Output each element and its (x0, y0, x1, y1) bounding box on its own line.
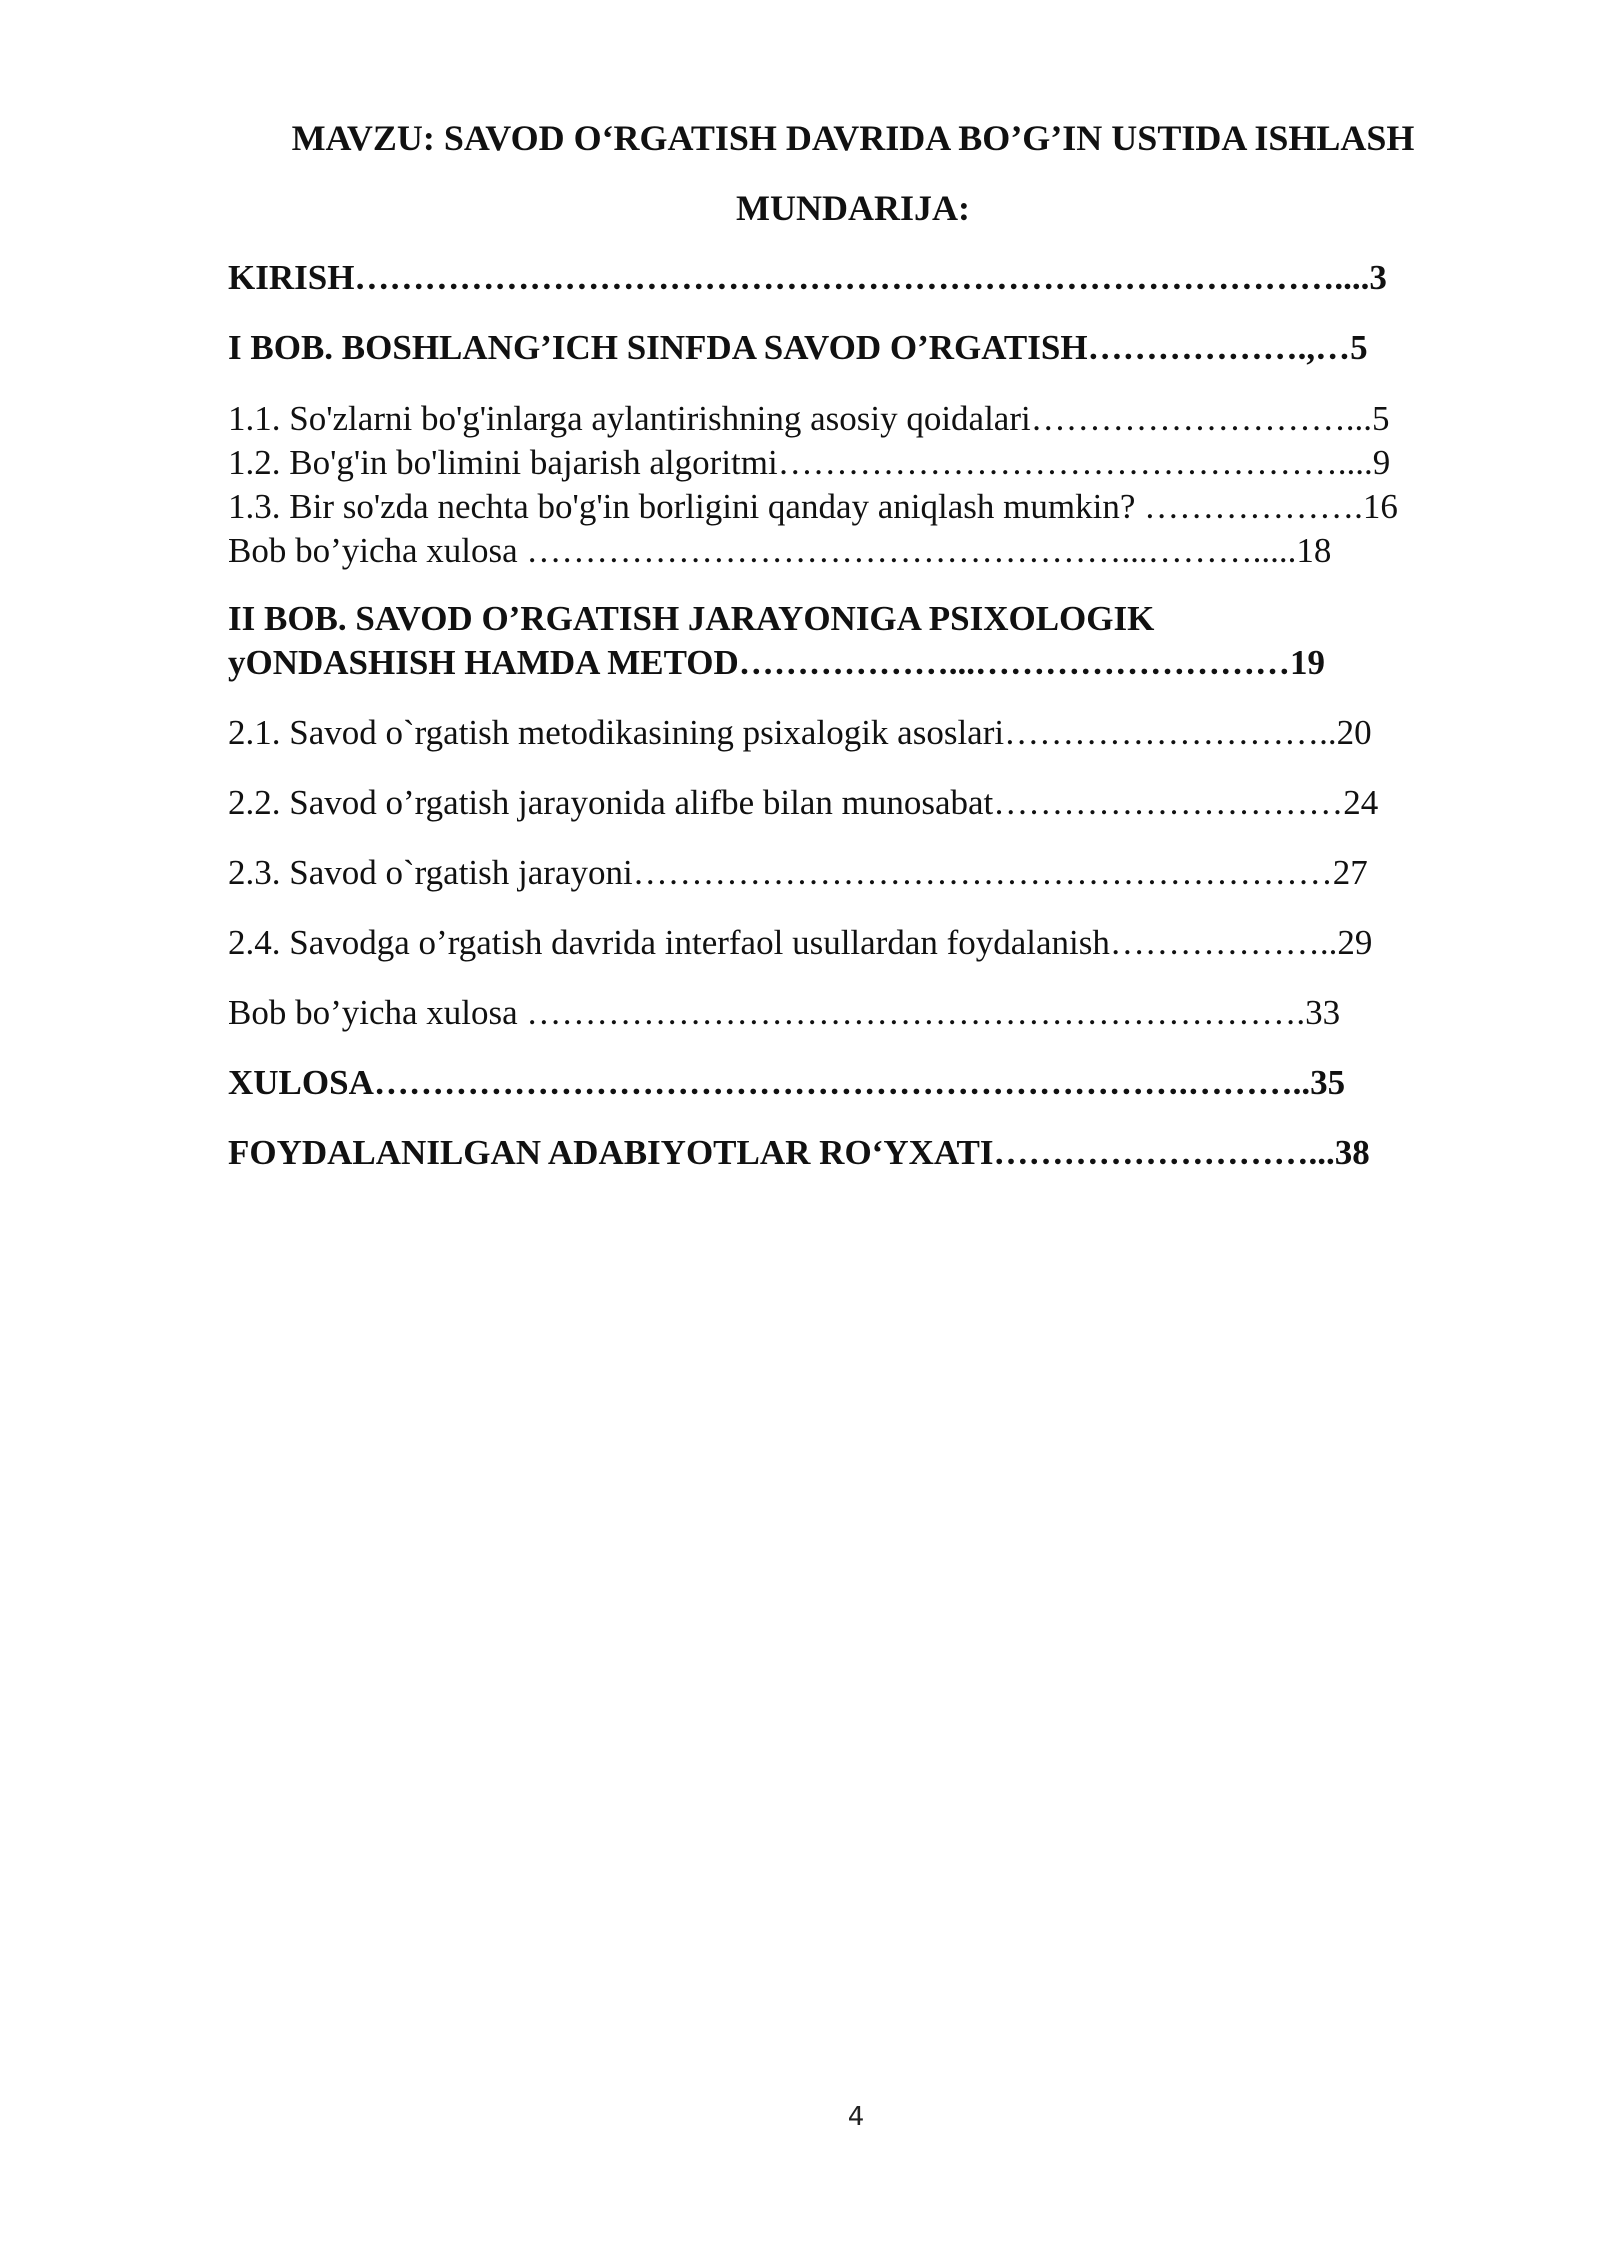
toc-entry-xulosa: XULOSA…………………………………………………………….………..35 (228, 1063, 1346, 1102)
toc-entry-bibliography: FOYDALANILGAN ADABIYOTLAR RO‘YXATI………………………...38 (228, 1133, 1370, 1172)
toc-entry-2-2: 2.2. Savod o’rgatish jarayonida alifbe bilan munosabat…………………………24 (228, 783, 1379, 822)
toc-entry-1-1: 1.1. So'zlarni bo'g'inlarga aylantirishning asosiy qoidalari………………………...5 (228, 399, 1390, 438)
toc-entry-chapter-1-conclusion: Bob bo’yicha xulosa ……………………………………………...……….....18 (228, 531, 1332, 570)
toc-entry-2-1: 2.1. Savod o`rgatish metodikasining psixalogik asoslari………………………..20 (228, 713, 1372, 752)
document-title: MAVZU: SAVOD O‘RGATISH DAVRIDA BO’G’IN USTIDA ISHLASH (291, 118, 1415, 158)
page-number: 4 (847, 2102, 865, 2132)
toc-entry-2-4: 2.4. Savodga o’rgatish davrida interfaol usullardan foydalanish………………..29 (228, 923, 1373, 962)
toc-entry-chapter-2-line-2: yONDASHISH HAMDA METOD………………...………………………19 (228, 643, 1326, 682)
toc-entry-chapter-2-line-1: II BOB. SAVOD O’RGATISH JARAYONIGA PSIXOLOGIK (228, 599, 1155, 638)
toc-entry-chapter-1: I BOB. BOSHLANG’ICH SINFDA SAVOD O’RGATISH……………….,…5 (228, 328, 1368, 367)
toc-entry-1-3: 1.3. Bir so'zda nechta bo'g'in borligini qanday aniqlash mumkin? ……………….16 (228, 487, 1398, 526)
toc-entry-1-2: 1.2. Bo'g'in bo'limini bajarish algoritmi…………………………………………....9 (228, 443, 1391, 482)
toc-entry-kirish: KIRISH…………………………………………………………………………....3 (228, 258, 1387, 297)
toc-entry-2-3: 2.3. Savod o`rgatish jarayoni……………………………………………………27 (228, 853, 1368, 892)
toc-entry-chapter-2-conclusion: Bob bo’yicha xulosa ………………………………………………………….33 (228, 993, 1341, 1032)
contents-heading: MUNDARIJA: (736, 188, 970, 228)
